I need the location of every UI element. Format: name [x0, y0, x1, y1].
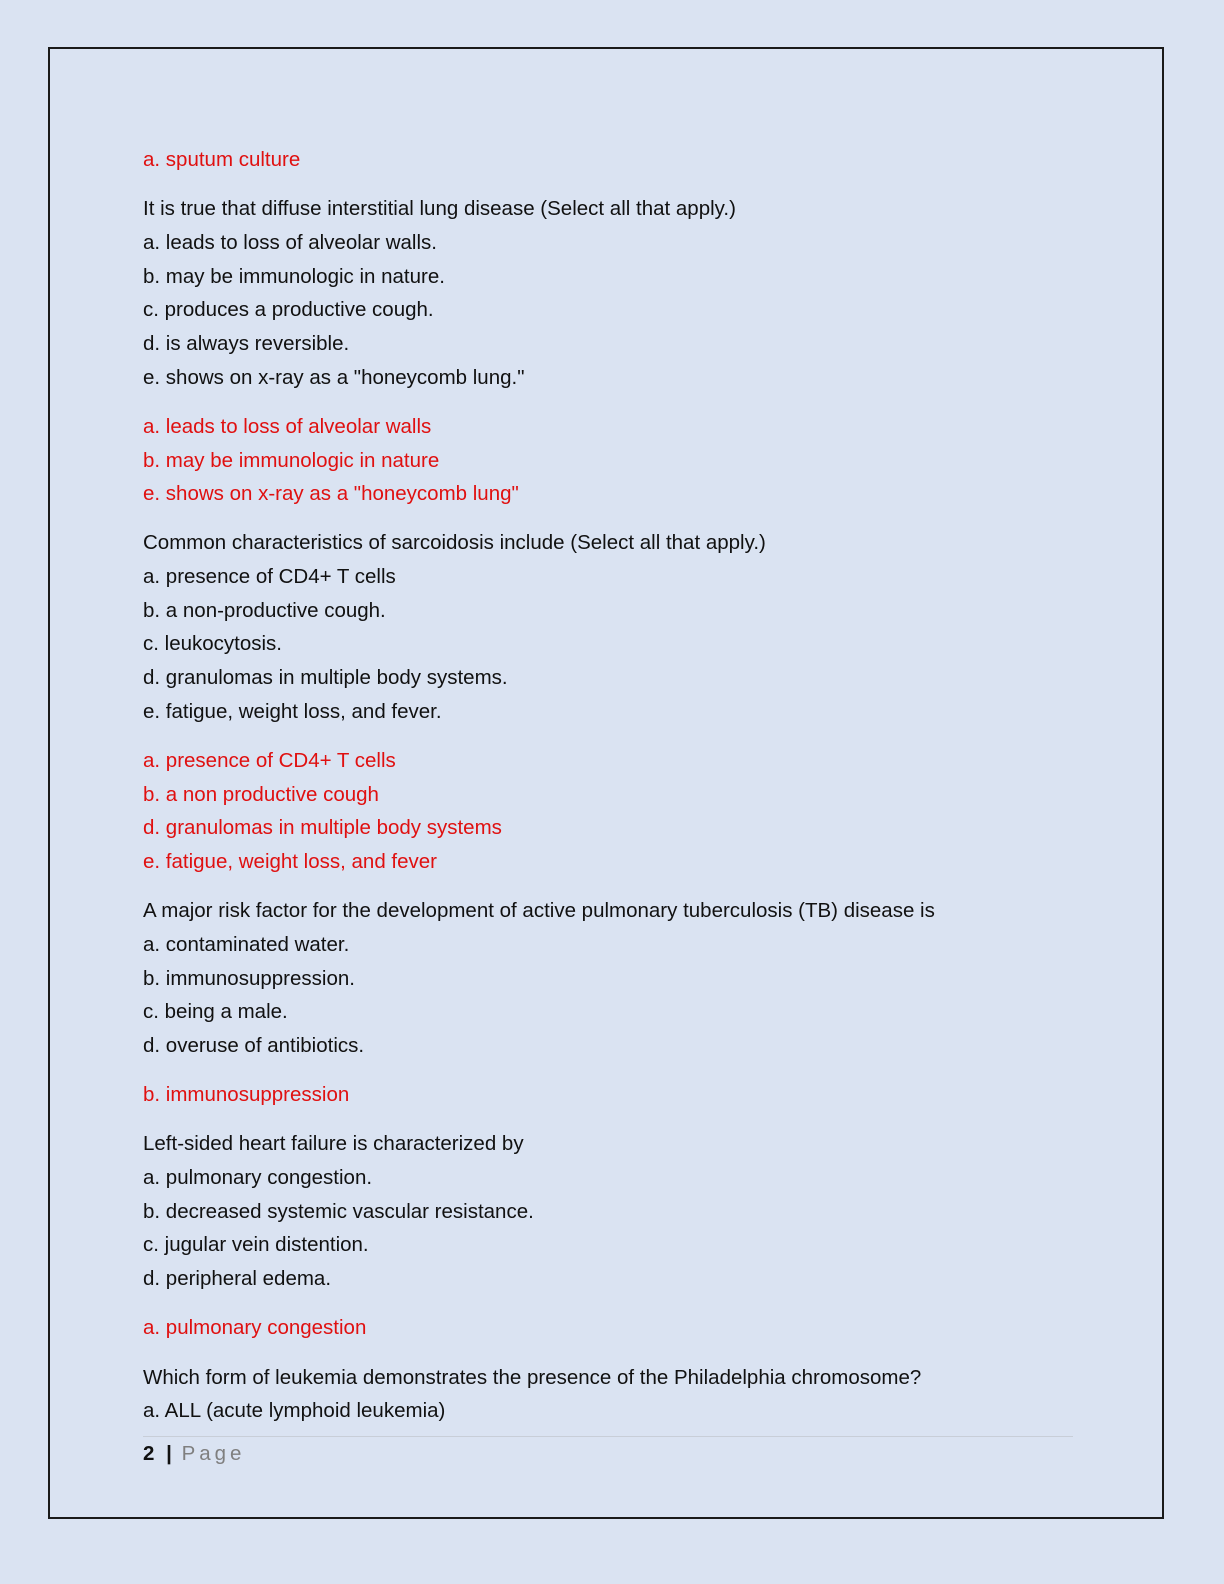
answer-line: b. a non productive cough [143, 782, 379, 806]
answer-line: b. immunosuppression [143, 1083, 350, 1107]
question-stem: Which form of leukemia demonstrates the presence of the Philadelphia chromosome? [143, 1365, 922, 1389]
option-line: a. leads to loss of alveolar walls. [143, 230, 437, 254]
question-stem: It is true that diffuse interstitial lung disease (Select all that apply.) [143, 197, 736, 221]
option-line: b. immunosuppression. [143, 966, 355, 990]
option-line: c. produces a productive cough. [143, 298, 434, 322]
answer-line: a. presence of CD4+ T cells [143, 749, 396, 772]
option-line: b. decreased systemic vascular resistance. [143, 1199, 534, 1223]
option-line: b. may be immunologic in nature. [143, 264, 445, 288]
answer-block [143, 744, 1083, 879]
answer-line: a. leads to loss of alveolar walls [143, 414, 432, 438]
option-line: d. peripheral edema. [143, 1267, 332, 1291]
option-line: d. granulomas in multiple body systems. [143, 666, 508, 690]
question-stem: A major risk factor for the development of active pulmonary tuberculosis (TB) disease is [143, 899, 935, 923]
page-number: 2 [143, 1442, 155, 1465]
question-block [143, 1127, 1083, 1295]
question-stem: Common characteristics of sarcoidosis include (Select all that apply.) [143, 531, 766, 555]
question-block [143, 192, 1083, 394]
question-block [143, 894, 1083, 1062]
option-line: b. a non-productive cough. [143, 598, 386, 622]
question-block [143, 1361, 1083, 1428]
option-line: c. being a male. [143, 1000, 288, 1024]
question-block [143, 526, 1083, 728]
option-line: e. fatigue, weight loss, and fever. [143, 699, 442, 723]
option-line: a. ALL (acute lymphoid leukemia) [143, 1399, 446, 1423]
page-footer [143, 1440, 245, 1468]
answer-block [143, 1311, 1083, 1345]
footer-separator: | [166, 1442, 172, 1465]
option-line: e. shows on x-ray as a "honeycomb lung." [143, 365, 525, 389]
option-line: d. overuse of antibiotics. [143, 1034, 365, 1057]
page-label: Page [181, 1442, 246, 1465]
answer-line: a. pulmonary congestion [143, 1316, 367, 1340]
option-line: a. contaminated water. [143, 932, 350, 956]
option-line: a. pulmonary congestion. [143, 1166, 373, 1190]
document-body [143, 143, 1083, 1443]
option-line: d. is always reversible. [143, 331, 350, 355]
option-line: a. presence of CD4+ T cells [143, 565, 396, 589]
answer-line: b. may be immunologic in nature [143, 448, 440, 472]
answer-line: a. sputum culture [143, 148, 301, 171]
answer-line: d. granulomas in multiple body systems [143, 816, 502, 840]
answer-line: e. fatigue, weight loss, and fever [143, 850, 438, 874]
option-line: c. jugular vein distention. [143, 1233, 369, 1257]
answer-block [143, 1078, 1083, 1112]
footer-divider [143, 1436, 1073, 1437]
answer-block [143, 410, 1083, 511]
answer-line: e. shows on x-ray as a "honeycomb lung" [143, 482, 519, 506]
answer-block [143, 143, 1083, 177]
question-stem: Left-sided heart failure is characterized by [143, 1132, 524, 1156]
option-line: c. leukocytosis. [143, 632, 282, 656]
